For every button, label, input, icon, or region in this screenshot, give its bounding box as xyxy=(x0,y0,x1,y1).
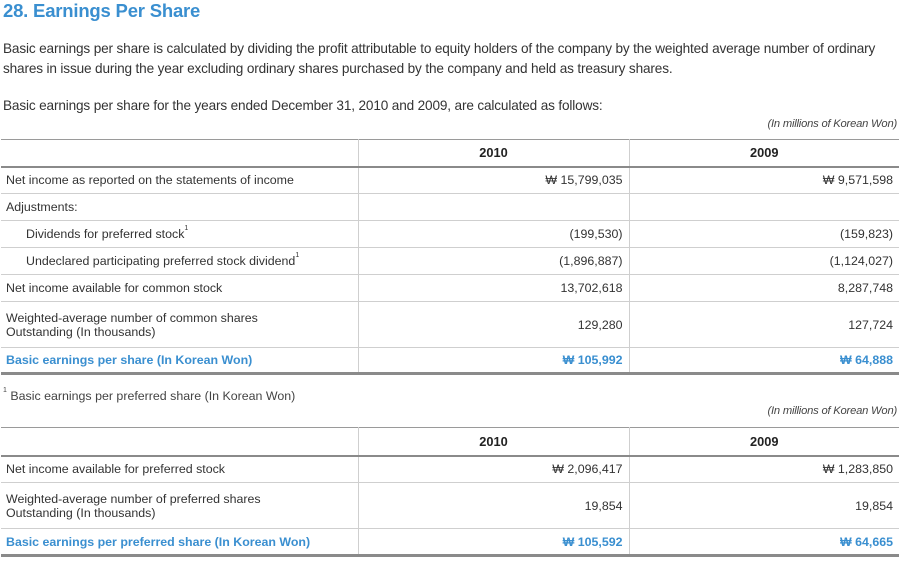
unit-note: (In millions of Korean Won) xyxy=(767,118,897,130)
row-label xyxy=(1,483,358,529)
header-2009: 2009 xyxy=(629,428,899,456)
footnote xyxy=(3,389,295,403)
earnings-per-preferred-share-table xyxy=(1,427,899,557)
intro-text: Basic earnings per share for the years ended December 31, 2010 and 2009, are calculated as follows: xyxy=(3,98,603,113)
table-row xyxy=(1,167,899,194)
value-2010 xyxy=(358,194,629,221)
value-2009: (159,823) xyxy=(629,221,899,248)
row-label: Basic earnings per preferred share (In Korean Won) xyxy=(1,529,358,556)
row-label-text: Undeclared participating preferred stock dividend xyxy=(26,254,296,268)
value-2009: 8,287,748 xyxy=(629,275,899,302)
table-row xyxy=(1,483,899,529)
row-label: Net income available for common stock xyxy=(1,275,358,302)
footnote-marker: 1 xyxy=(184,225,189,232)
row-label-line1: Weighted-average number of common shares xyxy=(6,310,258,325)
header-2010: 2010 xyxy=(358,140,629,167)
row-label-line2: Outstanding (In thousands) xyxy=(6,324,156,339)
value-2009: (1,124,027) xyxy=(629,248,899,275)
table-row xyxy=(1,456,899,483)
row-label-text: Dividends for preferred stock xyxy=(26,227,185,241)
row-label: Net income available for preferred stock xyxy=(1,456,358,483)
value-2010: 19,854 xyxy=(358,483,629,529)
value-2010: (199,530) xyxy=(358,221,629,248)
row-label: Net income as reported on the statements of income xyxy=(1,167,358,194)
description-paragraph: Basic earnings per share is calculated by dividing the profit attributable to equity holders of the company by the weighted average number of ordinary shares in issue during the year excluding ordinary shares purchased by the company and held as treasury shares. xyxy=(3,41,876,76)
table-row xyxy=(1,194,899,221)
section-title: 28. Earnings Per Share xyxy=(3,0,201,21)
value-2009: ₩ 1,283,850 xyxy=(629,456,899,483)
row-label: Basic earnings per share (In Korean Won) xyxy=(1,348,358,374)
value-2010: 13,702,618 xyxy=(358,275,629,302)
table-row xyxy=(1,221,899,248)
value-2010: 129,280 xyxy=(358,302,629,348)
value-2009: ₩ 64,665 xyxy=(629,529,899,556)
unit-note: (In millions of Korean Won) xyxy=(767,405,897,417)
table-row xyxy=(1,302,899,348)
value-2010: ₩ 2,096,417 xyxy=(358,456,629,483)
value-2009: ₩ 64,888 xyxy=(629,348,899,374)
header-2010: 2010 xyxy=(358,428,629,456)
header-label-cell xyxy=(1,428,358,456)
value-2009: ₩ 9,571,598 xyxy=(629,167,899,194)
row-label: Adjustments: xyxy=(1,194,358,221)
row-label-line2: Outstanding (In thousands) xyxy=(6,505,156,520)
table-row-total xyxy=(1,348,899,374)
value-2009 xyxy=(629,194,899,221)
value-2010: ₩ 105,992 xyxy=(358,348,629,374)
table-header-row xyxy=(1,140,899,167)
row-label xyxy=(1,221,358,248)
table-header-row xyxy=(1,428,899,456)
table-row-total xyxy=(1,529,899,556)
table-row xyxy=(1,248,899,275)
header-2009: 2009 xyxy=(629,140,899,167)
row-label xyxy=(1,302,358,348)
value-2010: ₩ 15,799,035 xyxy=(358,167,629,194)
value-2010: ₩ 105,592 xyxy=(358,529,629,556)
earnings-per-share-table xyxy=(1,139,899,375)
header-label-cell xyxy=(1,140,358,167)
footnote-marker: 1 xyxy=(295,252,300,259)
table-row xyxy=(1,275,899,302)
footnote-text: Basic earnings per preferred share (In Korean Won) xyxy=(10,389,296,403)
value-2009: 127,724 xyxy=(629,302,899,348)
value-2009: 19,854 xyxy=(629,483,899,529)
row-label-line1: Weighted-average number of preferred shares xyxy=(6,491,261,506)
row-label xyxy=(1,248,358,275)
footnote-marker: 1 xyxy=(3,387,7,394)
value-2010: (1,896,887) xyxy=(358,248,629,275)
